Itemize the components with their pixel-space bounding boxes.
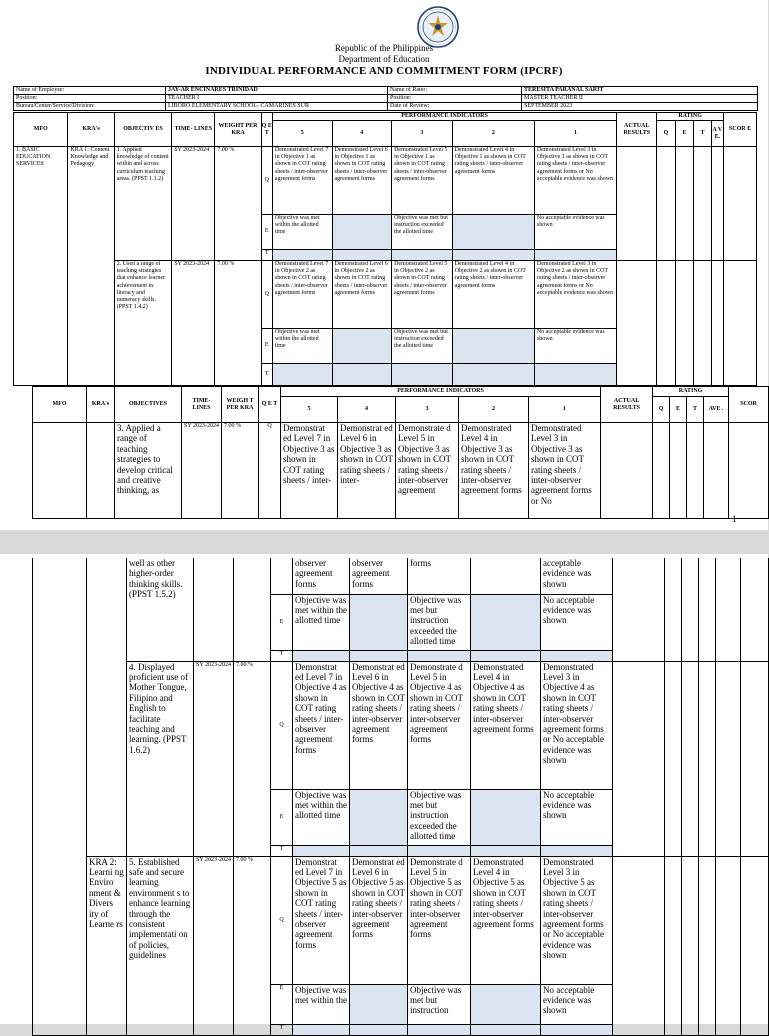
o2-e5: Objective was met within the allotted time — [272, 329, 332, 364]
o2-q2: Demonstrated Level 4 in Objective 2 as shown in COT rating sheets / inter-observer agreement forms — [452, 261, 534, 329]
e-label: E — [271, 984, 293, 1024]
o5-q5: Demonstrat ed Level 7 in Objective 5 as shown in COT rating sheets / inter-observer agreement forms — [293, 856, 350, 984]
o4-q1: Demonstrated Level 3 in Objective 4 as shown in COT rating sheets / inter-observer agreement forms or No acceptable evidence was shown — [541, 661, 613, 789]
t-label: T — [271, 1024, 293, 1035]
employee-label: Name of Employee: — [14, 87, 166, 95]
col-level-2: 2 — [459, 397, 529, 423]
position-label: Position: — [14, 95, 166, 103]
col-kra: KRA's — [87, 387, 115, 423]
col-rating-q: Q — [657, 121, 675, 147]
kra1-table — [13, 112, 757, 386]
objective-1: 1. Applied knowledge of content within and across curriculum teaching areas. (PPST 1.1.2) — [114, 147, 172, 261]
o2-q4: Demonstrated Level 6 in Objective 2 as shown in COT rating sheets / inter-observer agreement forms — [332, 261, 392, 329]
bureau-value: LIBORO ELEMENTARY SCHOOL- CAMARINES SUR — [166, 103, 388, 111]
review-value: SEPTEMBER 2023 — [522, 103, 758, 111]
o3-q4: Demonstrat ed Level 6 in Objective 3 as shown in COT rating sheets / inter- — [338, 423, 396, 519]
o3-q3-continued: forms — [408, 558, 471, 594]
q-label: Q — [261, 261, 272, 329]
weight-3: 7.00 % — [222, 423, 259, 519]
objective-5: 5. Established safe and secure learning environment s to enhance learning through the consistent implementati on of policies, guidelines — [127, 856, 194, 1035]
o3-q1-continued: acceptable evidence was shown — [541, 558, 613, 594]
col-rating: RATING — [657, 113, 724, 121]
timeline-5: SY 2023-2024 — [194, 856, 234, 1035]
col-rating-q: Q — [653, 397, 670, 423]
review-label: Date of Review: — [388, 103, 522, 111]
col-rating: RATING — [653, 387, 729, 397]
col-actual-results: ACTUAL RESULTS — [601, 387, 653, 423]
q-label: Q — [271, 661, 293, 789]
col-level-4: 4 — [338, 397, 396, 423]
col-level-3: 3 — [396, 397, 459, 423]
col-weight: WEIGH T PER KRA — [222, 387, 259, 423]
col-score: SCOR — [729, 387, 769, 423]
col-score: SCOR E — [724, 113, 757, 147]
rater-position-value: MASTER TEACHER II — [522, 95, 758, 103]
o3-e3: Objective was met but instruction exceeded the allotted time — [408, 594, 471, 650]
o3-q4-continued: observer agreement forms — [350, 558, 408, 594]
objective-3: 3. Applied a range of teaching strategies to develop critical and creative thinking, as — [115, 423, 182, 519]
o3-q1: Demonstrated Level 3 in Objective 3 as shown in COT rating sheets / inter-observer agreement forms or No — [529, 423, 601, 519]
weight-4: 7.00 % — [234, 661, 271, 856]
col-rating-e: E — [670, 397, 687, 423]
o4-e5: Objective was met within the allotted time — [293, 789, 350, 845]
timeline-3: SY 2023-2024 — [182, 423, 222, 519]
col-mfo: MFO — [33, 387, 87, 423]
page-number: 1 — [732, 514, 737, 524]
col-level-3: 3 — [392, 121, 453, 147]
timeline-4: SY 2023-2024 — [194, 661, 234, 856]
col-performance-indicators: PERFORMANCE INDICATORS — [272, 113, 616, 121]
col-level-1: 1 — [529, 397, 601, 423]
o4-q2: Demonstrated Level 4 in Objective 4 as shown in COT rating sheets / inter-observer agreement forms — [471, 661, 541, 789]
o3-q3: Demonstrate d Level 5 in Objective 3 as shown in COT rating sheets / inter-observer agreement — [396, 423, 459, 519]
e-label: E — [261, 215, 272, 250]
o5-q3: Demonstrate d Level 5 in Objective 5 as shown in COT rating sheets / inter-observer agreement forms — [408, 856, 471, 984]
o1-e1: No acceptable evidence was shown — [534, 215, 616, 250]
position-value: TEACHER I — [166, 95, 388, 103]
o1-q5: Demonstrated Level 7 in Objective 1 as shown in COT rating sheets / inter-observer agreement forms — [272, 147, 332, 215]
q-label: Q — [271, 856, 293, 984]
objective-2: 2. Used a range of teaching strategies that enhance learner achievement in literacy and numeracy skills. (PPST 1.4.2) — [114, 261, 172, 386]
header-republic: Republic of the Philippines — [334, 43, 434, 53]
col-qet: Q E T — [261, 113, 272, 147]
kra1-cell: KRA 1: Content Knowledge and Pedagogy — [68, 147, 114, 386]
deped-seal-icon — [417, 6, 459, 48]
o5-q2: Demonstrated Level 4 in Objective 5 as shown in COT rating sheets / inter-observer agreement forms — [471, 856, 541, 984]
header-department: Department of Education — [338, 54, 430, 64]
o3-e5: Objective was met within the allotted time — [293, 594, 350, 650]
employee-value: JAY-AR ENCINARES TRINIDAD — [166, 87, 388, 95]
o2-e1: No acceptable evidence was shown — [534, 329, 616, 364]
timeline-2: SY 2023-2024 — [172, 261, 215, 386]
col-rating-ave: A V E. — [711, 121, 723, 147]
col-rating-e: E — [675, 121, 693, 147]
kra-continuation-table — [32, 558, 769, 1036]
col-objectives: OBJECTIVES — [115, 387, 182, 423]
col-kra: KRA's — [68, 113, 114, 147]
col-rating-ave: AVE . — [704, 397, 729, 423]
col-objectives: OBJECTIV ES — [114, 113, 172, 147]
col-level-5: 5 — [272, 121, 332, 147]
o1-e5: Objective was met within the allotted time — [272, 215, 332, 250]
t-label: T — [271, 650, 293, 661]
o2-q3: Demonstrated Level 5 in Objective 2 as shown in COT rating sheets / inter-observer agreement forms — [392, 261, 453, 329]
col-timelines: TIME- LINES — [182, 387, 222, 423]
e-label: E — [271, 789, 293, 845]
o3-q5: Demonstrat ed Level 7 in Objective 3 as shown in COT rating sheets / inter- — [281, 423, 338, 519]
mfo-cell: 1. BASIC EDUCATION SERVICES — [14, 147, 68, 386]
col-rating-t: T — [687, 397, 704, 423]
objective-3-table — [32, 386, 769, 519]
o3-q5-continued: observer agreement forms — [293, 558, 350, 594]
o4-e1: No acceptable evidence was shown — [541, 789, 613, 845]
o1-q2: Demonstrated Level 4 in Objective 1 as shown in COT rating sheets / inter-observer agreement forms — [452, 147, 534, 215]
kra2-cell: KRA 2: Learni ng Enviro nment & Divers ity of Learne rs — [87, 856, 127, 1035]
col-qet: Q E T — [259, 387, 281, 423]
o1-q3: Demonstrated Level 5 in Objective 1 as shown in COT rating sheets / inter-observer agreement forms — [392, 147, 453, 215]
o4-q3: Demonstrate d Level 5 in Objective 4 as shown in COT rating sheets / inter-observer agreement forms — [408, 661, 471, 789]
o4-q4: Demonstrat ed Level 6 in Objective 4 as shown in COT rating sheets / inter-observer agreement forms — [350, 661, 408, 789]
objective-4: 4. Displayed proficient use of Mother Tongue, Filipino and English to facilitate teaching and learning. (PPST 1.6.2) — [127, 661, 194, 856]
weight-5: 7.00 % — [234, 856, 271, 1035]
o2-q1: Demonstrated Level 3 in Objective 2 as shown in COT rating sheets / inter-observer agreement forms or No acceptable evidence was shown — [534, 261, 616, 329]
o1-q1: Demonstrated Level 3 in Objective 1 as shown in COT rating sheets / inter-observer agreement forms or No acceptable evidence was shown — [534, 147, 616, 215]
o2-q5: Demonstrated Level 7 in Objective 2 as shown in COT rating sheets / inter-observer agreement forms — [272, 261, 332, 329]
o2-e3: Objective was met but instruction exceeded the allotted time — [392, 329, 453, 364]
employee-info-table — [13, 86, 758, 111]
col-level-4: 4 — [332, 121, 392, 147]
t-label: T — [261, 250, 272, 261]
col-performance-indicators: PERFORMANCE INDICATORS — [281, 387, 601, 397]
o4-e3: Objective was met but instruction exceeded the allotted time — [408, 789, 471, 845]
q-label: Q — [259, 423, 281, 519]
col-weight: WEIGHT PER KRA — [215, 113, 261, 147]
o5-q1: Demonstrated Level 3 in Objective 5 as shown in COT rating sheets / inter-observer agreement forms or No acceptable evidence was shown — [541, 856, 613, 984]
o3-e1: No acceptable evidence was shown — [541, 594, 613, 650]
o5-e3: Objective was met but instruction — [408, 984, 471, 1024]
weight-1: 7.00 % — [215, 147, 261, 261]
col-level-2: 2 — [452, 121, 534, 147]
o1-q4: Demonstrated Level 6 in Objective 1 as shown in COT rating sheets / inter-observer agreement forms — [332, 147, 392, 215]
t-label: T — [271, 845, 293, 856]
o5-e1: No acceptable evidence was shown — [541, 984, 613, 1024]
timeline-1: SY 2023-2024 — [172, 147, 215, 261]
weight-2: 7.00 % — [215, 261, 261, 386]
o1-e3: Objective was met but instruction exceeded the allotted time — [392, 215, 453, 250]
col-level-5: 5 — [281, 397, 338, 423]
e-label: E — [271, 594, 293, 650]
rater-label: Name of Rater: — [388, 87, 522, 95]
document-page-2 — [0, 554, 768, 1031]
o5-e5: Objective was met within the — [293, 984, 350, 1024]
col-mfo: MFO — [14, 113, 68, 147]
rater-value: TERESITA PARANAL SARIT — [522, 87, 758, 95]
bureau-label: Bureau/Center/Service/Division: — [14, 103, 166, 111]
t-label: T — [261, 364, 272, 386]
form-title: INDIVIDUAL PERFORMANCE AND COMMITMENT FORM (IPCRF) — [205, 65, 563, 77]
col-timelines: TIME- LINES — [172, 113, 215, 147]
o4-q5: Demonstrat ed Level 7 in Objective 4 as shown in COT rating sheets / inter-observer agreement forms — [293, 661, 350, 789]
col-rating-t: T — [694, 121, 711, 147]
objective-3-continued: well as other higher-order thinking skills. (PPST 1.5.2) — [127, 558, 194, 661]
o5-q4: Demonstrat ed Level 6 in Objective 5 as shown in COT rating sheets / inter-observer agreement forms — [350, 856, 408, 984]
e-label: E — [261, 329, 272, 364]
col-level-1: 1 — [534, 121, 616, 147]
col-actual-results: ACTUAL RESULTS — [617, 113, 657, 147]
o3-q2: Demonstrated Level 4 in Objective 3 as shown in COT rating sheets / inter-observer agreement forms — [459, 423, 529, 519]
rater-position-label: Position: — [388, 95, 522, 103]
q-label: Q — [261, 147, 272, 215]
